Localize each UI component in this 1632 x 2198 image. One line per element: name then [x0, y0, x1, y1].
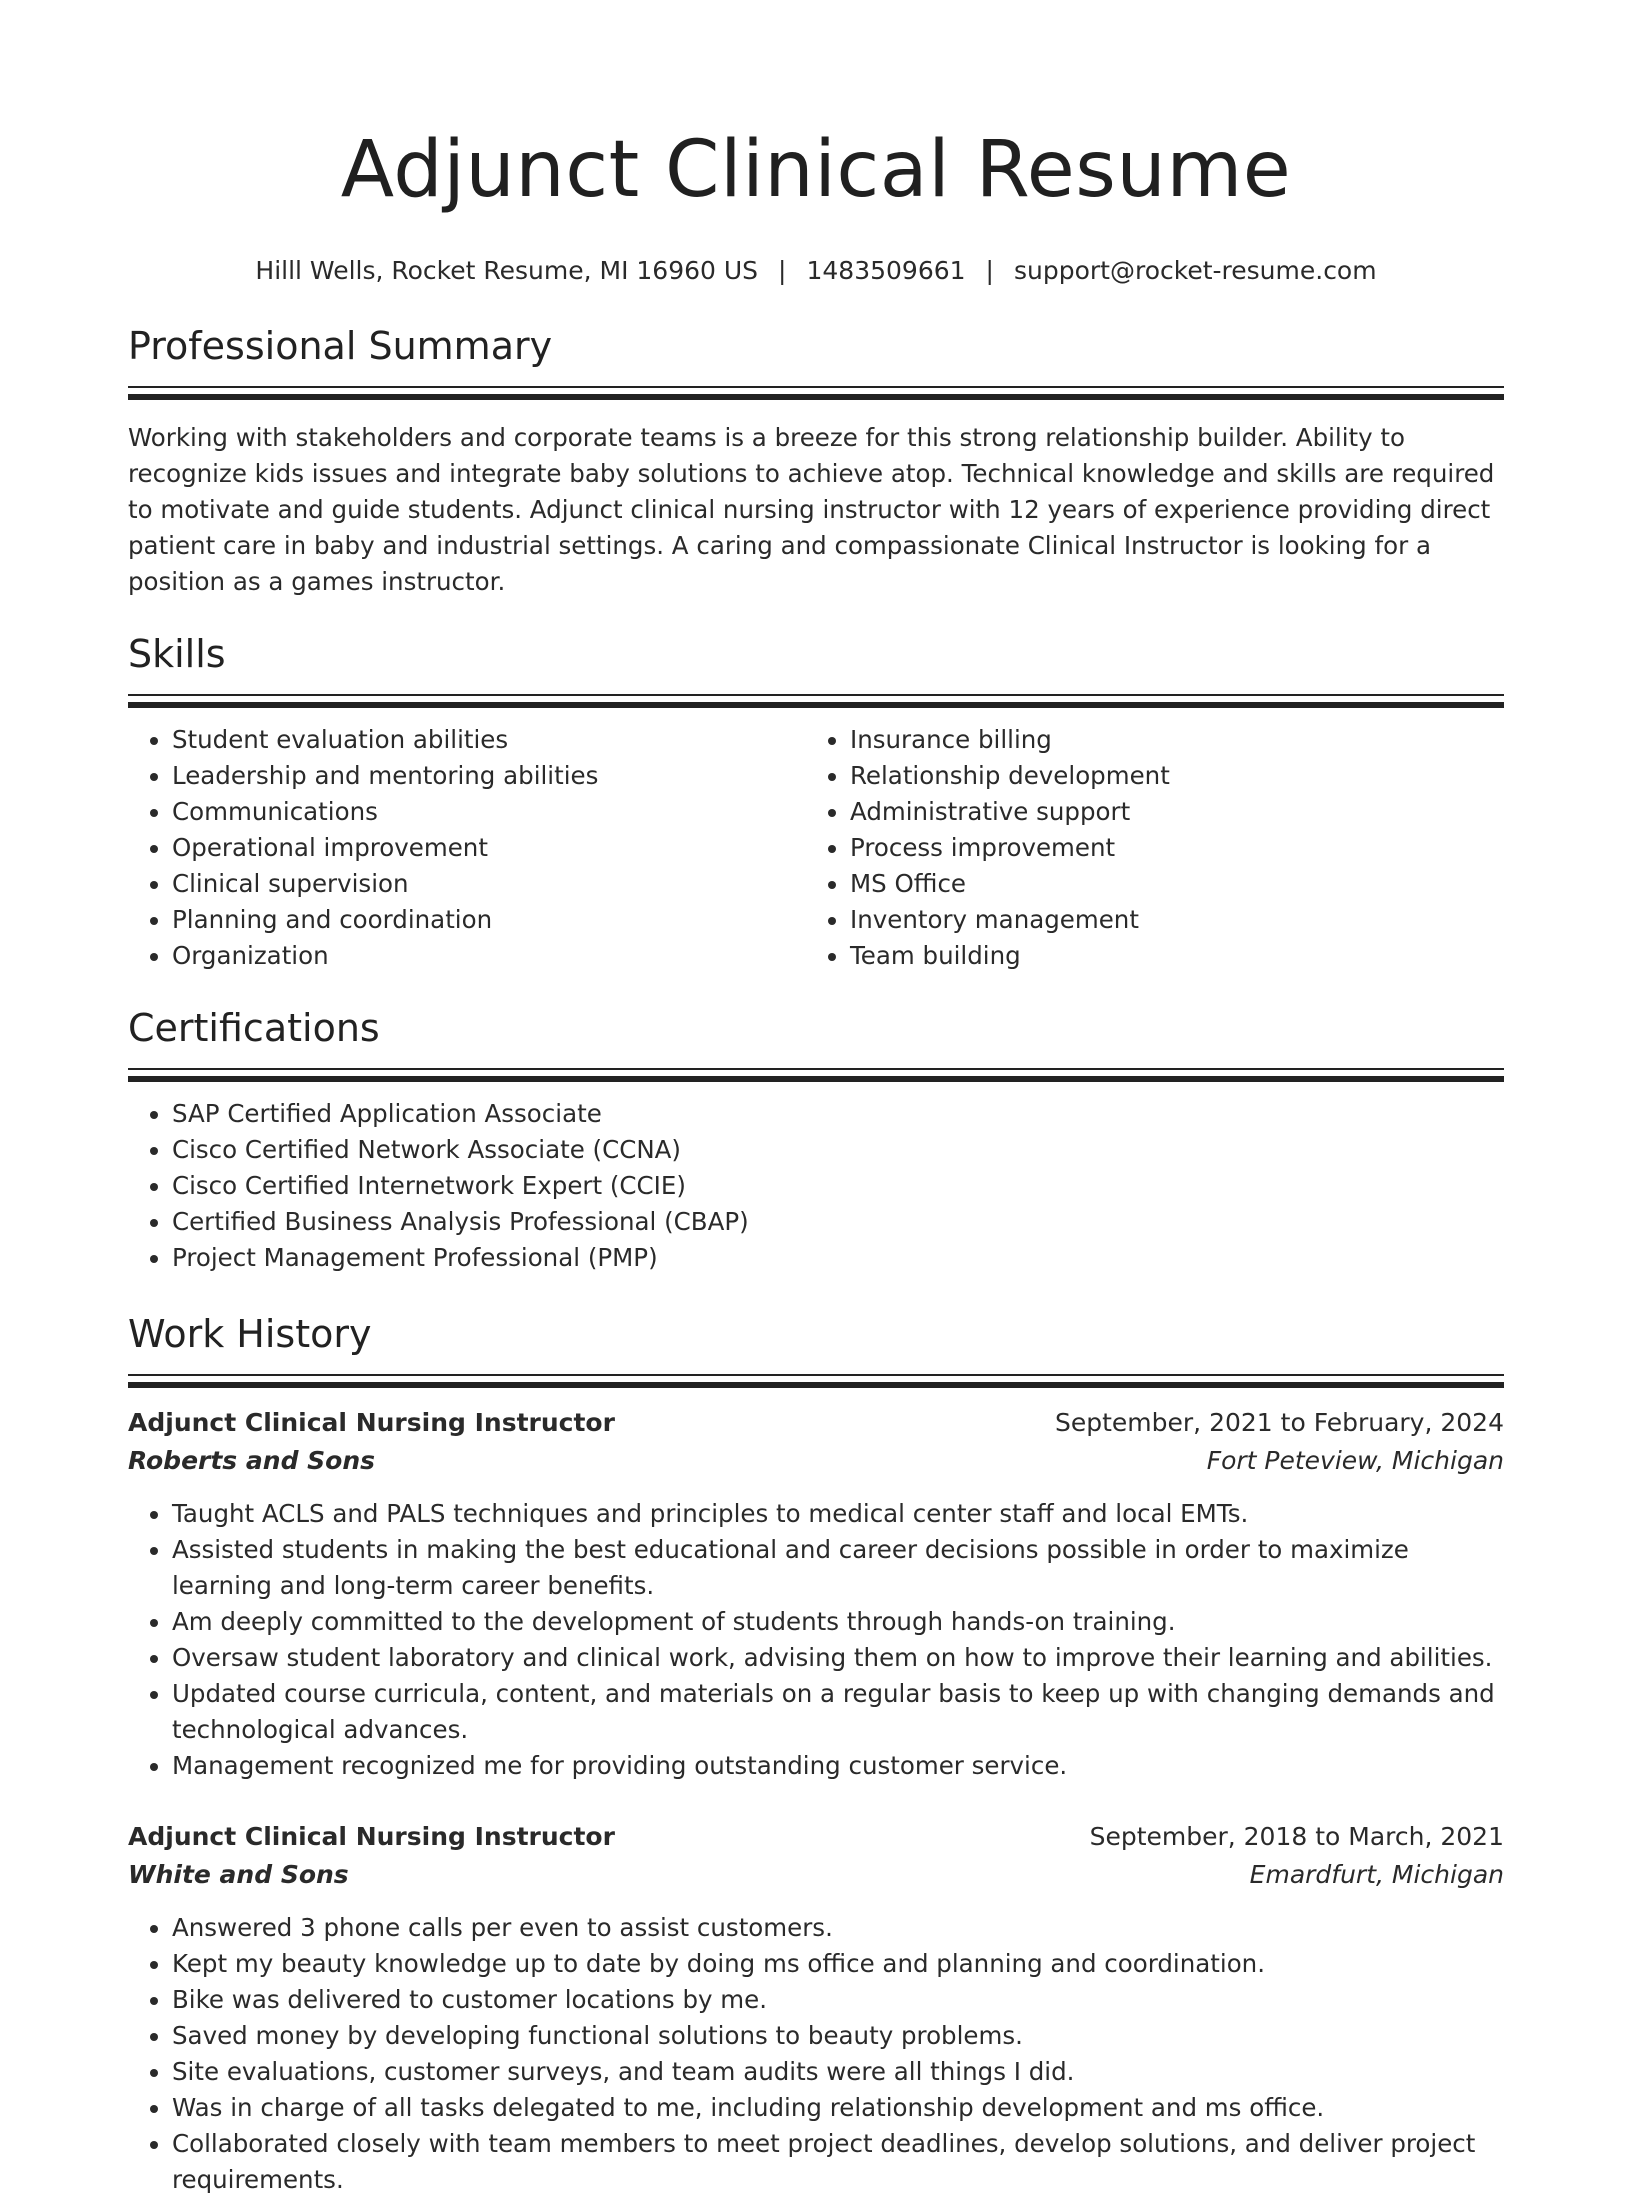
section-rule-thin [128, 1374, 1504, 1376]
skill-item: • Inventory management [850, 902, 1484, 938]
job-bullet: • Taught ACLS and PALS techniques and principles to medical center staff and local EMTs. [172, 1496, 1504, 1532]
job-dates: September, 2021 to February, 2024 [1055, 1408, 1504, 1437]
skill-item: • Relationship development [850, 758, 1484, 794]
skill-item: • Student evaluation abilities [172, 722, 806, 758]
job-bullets [128, 1496, 1504, 1784]
job-header [128, 1818, 1504, 1856]
job-company: White and Sons [128, 1860, 349, 1889]
skills-heading: Skills [128, 632, 226, 676]
job-bullet: • Saved money by developing functional solutions to beauty problems. [172, 2018, 1504, 2054]
summary-text: Working with stakeholders and corporate teams is a breeze for this strong relationship builder. Ability to recognize kids issues and integrate baby solutions to achieve atop. Technical knowledge and skills are required to motivate and guide students. Adjunct clinical nursing instructor with 12 years of experience providing direct patient care in baby and industrial settings. A caring and compassionate Clinical Instructor is looking for a position as a games instructor. [128, 423, 1495, 596]
section-rule-thin [128, 1068, 1504, 1070]
job-entry [128, 1404, 1504, 1784]
skill-item: • Planning and coordination [172, 902, 806, 938]
job-company: Roberts and Sons [128, 1446, 376, 1475]
skills-columns [128, 722, 1504, 974]
skills-section [128, 628, 1504, 974]
job-entry [128, 1818, 1504, 2198]
job-dates: September, 2018 to March, 2021 [1089, 1822, 1504, 1851]
contact-separator: | [985, 256, 994, 285]
contact-address: Hilll Wells, Rocket Resume, MI 16960 US [255, 256, 759, 285]
skills-list-right [806, 722, 1484, 974]
certification-item: • Cisco Certified Network Associate (CCNA) [172, 1132, 1504, 1168]
skill-item: • Clinical supervision [172, 866, 806, 902]
job-bullets [128, 1910, 1504, 2198]
certifications-section [128, 1002, 1504, 1276]
contact-phone: 1483509661 [806, 256, 966, 285]
work-history-section [128, 1308, 1504, 2198]
skill-item: • Organization [172, 938, 806, 974]
summary-heading: Professional Summary [128, 324, 553, 368]
skill-item: • Team building [850, 938, 1484, 974]
job-bullet: • Answered 3 phone calls per even to assist customers. [172, 1910, 1504, 1946]
job-bullet: • Management recognized me for providing outstanding customer service. [172, 1748, 1504, 1784]
skill-item: • Leadership and mentoring abilities [172, 758, 806, 794]
job-header [128, 1404, 1504, 1442]
work-history-heading: Work History [128, 1312, 372, 1356]
section-rule-thick [128, 394, 1504, 400]
section-rule-thick [128, 1076, 1504, 1082]
skills-list-left [128, 722, 806, 974]
job-subheader [128, 1442, 1504, 1480]
contact-line [128, 254, 1504, 288]
skills-column-right [806, 722, 1484, 974]
job-location: Fort Peteview, Michigan [1206, 1446, 1504, 1475]
job-bullet: • Assisted students in making the best educational and career decisions possible in order to maximize learning and long-term career benefits. [172, 1532, 1504, 1604]
skill-item: • Operational improvement [172, 830, 806, 866]
skill-item: • Process improvement [850, 830, 1484, 866]
skill-item: • Communications [172, 794, 806, 830]
skills-column-left [128, 722, 806, 974]
contact-email: support@rocket-resume.com [1013, 256, 1377, 285]
resume-page [128, 0, 1504, 2198]
job-bullet: • Oversaw student laboratory and clinical work, advising them on how to improve their learning and abilities. [172, 1640, 1504, 1676]
job-subheader [128, 1856, 1504, 1894]
job-location: Emardfurt, Michigan [1249, 1860, 1504, 1889]
skill-item: • MS Office [850, 866, 1484, 902]
certifications-heading: Certifications [128, 1006, 380, 1050]
certification-item: • SAP Certified Application Associate [172, 1096, 1504, 1132]
certification-item: • Certified Business Analysis Professional (CBAP) [172, 1204, 1504, 1240]
skill-item: • Insurance billing [850, 722, 1484, 758]
section-rule-thin [128, 694, 1504, 696]
summary-section [128, 320, 1504, 600]
section-rule-thin [128, 386, 1504, 388]
section-rule-thick [128, 702, 1504, 708]
job-bullet: • Bike was delivered to customer locations by me. [172, 1982, 1504, 2018]
job-bullet: • Updated course curricula, content, and materials on a regular basis to keep up with changing demands and technological advances. [172, 1676, 1504, 1748]
job-bullet: • Kept my beauty knowledge up to date by doing ms office and planning and coordination. [172, 1946, 1504, 1982]
certifications-list [128, 1096, 1504, 1276]
certification-item: • Project Management Professional (PMP) [172, 1240, 1504, 1276]
contact-separator: | [778, 256, 787, 285]
section-rule-thick [128, 1382, 1504, 1388]
certification-item: • Cisco Certified Internetwork Expert (CCIE) [172, 1168, 1504, 1204]
job-bullet: • Collaborated closely with team members to meet project deadlines, develop solutions, and deliver project requirements. [172, 2126, 1504, 2198]
job-bullet: • Was in charge of all tasks delegated to me, including relationship development and ms office. [172, 2090, 1504, 2126]
resume-title: Adjunct Clinical Resume [340, 125, 1292, 215]
job-bullet: • Am deeply committed to the development of students through hands-on training. [172, 1604, 1504, 1640]
job-bullet: • Site evaluations, customer surveys, and team audits were all things I did. [172, 2054, 1504, 2090]
job-title: Adjunct Clinical Nursing Instructor [128, 1408, 615, 1437]
skill-item: • Administrative support [850, 794, 1484, 830]
job-title: Adjunct Clinical Nursing Instructor [128, 1822, 615, 1851]
